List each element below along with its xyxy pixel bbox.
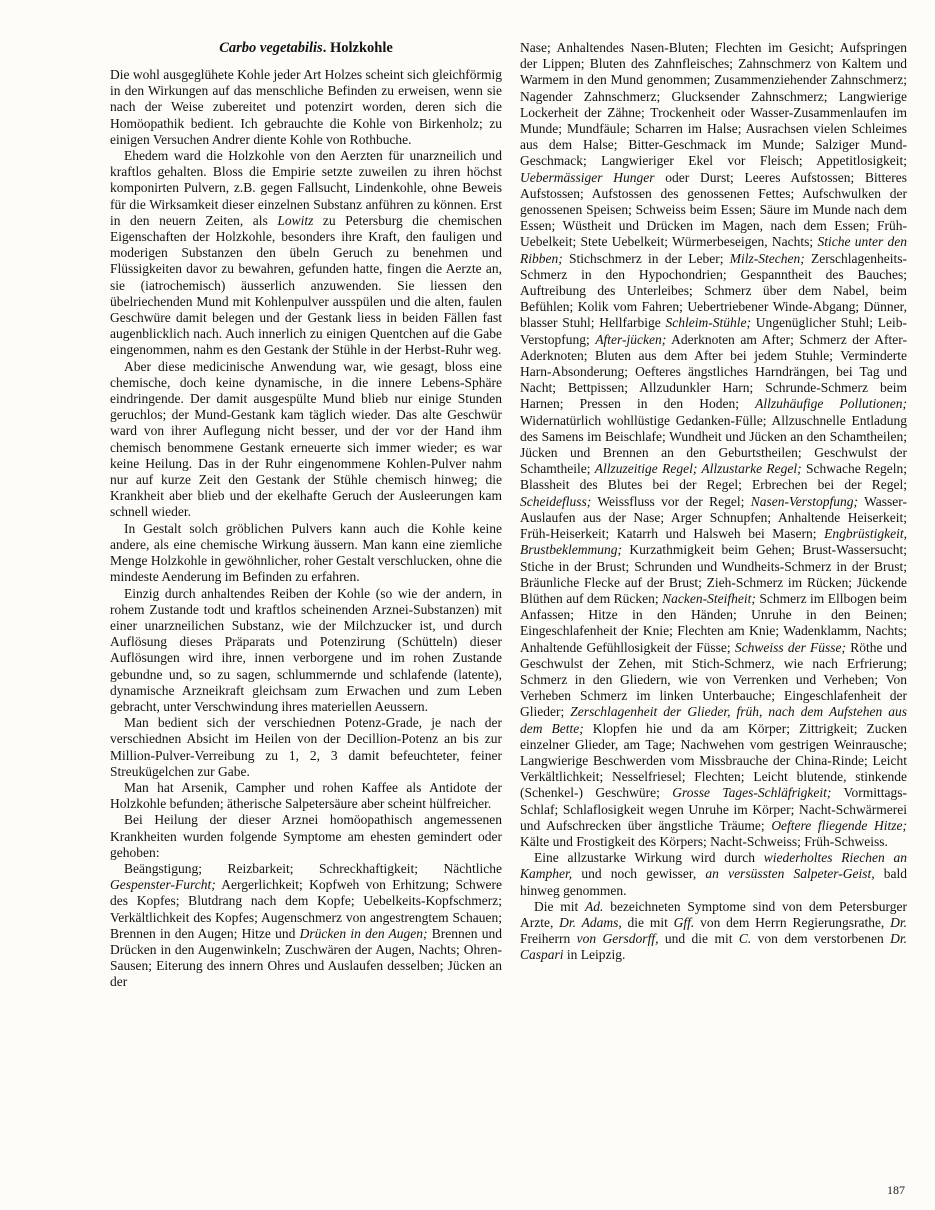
text-segment: Nase; Anhaltendes Nasen-Bluten; Flechten im Gesicht; Aufspringen der Lippen; Bluten des Zahnfleisches; Zahnschmerz von Kaltem und Warmem in den Mund genommen; Zusammenziehender Zahnschmerz; Nagender Zahnschmerz; Glucksender Zahnschmerz; Langwierige Lockerheit der Zähne; Trockenheit oder Wasser-Zusammenlaufen im Munde; Mundfäule; Scharren im Halse; Ausrachsen vielen Schleimes aus dem Halse; Bitter-Geschmack im Munde; Salziger Mund-Geschmack; Langwieriger Ekel vor Fleisch; Appetitlosigkeit; [520, 40, 907, 169]
text-segment: Wasser-Auslaufen aus der Nase; Arger Schnupfen; Anhaltende Heiserkeit; Früh-Heiserkeit; Katarrh und Halsweh bei Masern; [520, 493, 907, 542]
text-segment: Kurzathmigkeit beim Gehen; Brust-Wassersucht; Stiche in der Brust; Schrunden und Wundheits-Schmerz in der Brust; Bräunliche Flecke auf der Brust; Zieh-Schmerz im Rücken; Jückende Blüthen auf dem Rücken; [520, 542, 907, 606]
text-segment: bezeichneten Symptome sind von dem Petersburger Arzte, [520, 898, 907, 930]
text-segment: oder Durst; Leeres Aufstossen; Bitteres Aufstossen; Aufstossen des genossenen Fettes; Aufschwulken der genossenen Speisen; Schweiss beim Essen; Säure im Munde nach dem Essen; Wüstheit und Drücken im Magen, nach dem Essen; Früh-Uebelkeit; Stete Uebelkeit; Würmerbeseigen, Nachts; [520, 169, 907, 250]
italic-text-segment: Allzuhäufige Pollutionen; [755, 396, 907, 412]
text-segment: Eine allzustarke Wirkung wird durch [534, 850, 764, 866]
paragraph [110, 715, 502, 780]
italic-text-segment: Scheidefluss; [520, 493, 592, 509]
left-column [110, 40, 502, 991]
italic-text-segment: an versüssten Salpeter-Geist, [705, 866, 875, 882]
paragraph [110, 359, 502, 521]
italic-text-segment: Uebermässiger Hunger [520, 169, 655, 185]
chapter-title-separator: . [322, 40, 330, 56]
text-segment: Man bedient sich der verschiednen Potenz-Grade, je nach der verschiednen Absicht im Heilen von der Decillion-Potenz an bis zur Million-Pulver-Verreibung zu 1, 2, 3 damit befeuchteter, feiner Streukügelchen zur Gabe. [110, 715, 502, 779]
text-segment: Freiherrn [520, 931, 577, 947]
text-segment: Aber diese medicinische Anwendung war, wie gesagt, bloss eine chemische, doch keine dynamische, in die innere Lebens-Sphäre eindringende. Der damit ausgespülte Mund blieb nur einige Stunden geruchlos; der Mund-Gestank kam täglich wieder. Das alte Geschwür ward von ihrer Auflegung nicht besser, und der vor der Hand ihm chemisch benommene Gestank erneuerte sich immer wieder; es war keine Heilung. Das in der Ruhr eingenommene Kohlen-Pulver nahm nur auf kurze Zeit den Gestank der Stühle chemisch hinweg; die Krankheit aber blieb und der ekelhafte Geruch der Ausleerungen kam schnell wieder. [110, 358, 502, 520]
paragraph [110, 812, 502, 861]
text-segment: Aergerlichkeit; Kopfweh von Erhitzung; Schwere des Kopfes; Blutdrang nach dem Kopfe; Uebelkeits-Kopfschmerz; Verkältlichkeit des Kopfes; Augenschmerz von angestrengtem Schauen; Brennen in den Augen; Hitze und [110, 877, 502, 941]
paragraph [110, 521, 502, 586]
text-segment: Aderknoten am After; Schmerz der After-Aderknoten; Bluten aus dem After bei jedem Stuhle; Verminderte Harn-Absonderung; Oefteres ängstliches Harndrängen, bei Tag und Nacht; Bettpissen; Allzudunkler Harn; Schrunde-Schmerz beim Harnen; Pressen in den Hoden; [520, 331, 907, 412]
italic-text-segment: Dr. Caspari [520, 931, 908, 963]
text-segment: Brennen und Drücken in den Augenwinkeln; Zuschwären der Augen, Nachts; Ohren-Sausen; Eiterung des innern Ohres und Auslaufen desselben; Jücken an der [110, 925, 502, 990]
text-segment: Ungenüglicher Stuhl; Leib-Verstopfung; [520, 315, 908, 347]
text-segment: Einzig durch anhaltendes Reiben der Kohle (so wie der andern, in rohem Zustande todt und kraftlos scheinenden Arznei-Substanzen) mit einer unarzneilichen Substanz, wie der Milchzucker ist, und durch Auflösung dieses Präparats und Potenzirung (Schütteln) dieser Auflösungen wird ihre, innen verborgene und im rohen Zustande gebundne und, so zu sagen, schlummernde und schlafende (latente), dynamische Arzneikraft gleichsam zum Erwachen und zum Leben gebracht, unter Verschwindung ihres materiellen Aeussern. [110, 585, 502, 714]
italic-text-segment: Dr. [890, 914, 907, 930]
text-segment: von dem verstorbenen [751, 931, 891, 947]
text-segment: Weissfluss vor der Regel; [591, 493, 751, 509]
text-segment: Röthe und Geschwulst der Zehen, mit Stich-Schmerz, wie nach Erfrierung; Schmerz in den Gliedern, wie von Verrenken und Verheben; Von Verheben Schmerz im linken Unterbauche; Eingeschlafenheit der Glieder; [520, 639, 907, 720]
italic-text-segment: Grosse Tages-Schläfrigkeit; [672, 785, 832, 801]
text-segment: die mit [621, 914, 674, 930]
italic-text-segment: Schleim-Stühle; [665, 315, 751, 331]
right-column [520, 40, 907, 991]
paragraph [110, 780, 502, 812]
italic-text-segment: Stiche unter den Ribben; [520, 234, 907, 266]
paragraph [520, 850, 907, 899]
paragraph [110, 67, 502, 148]
text-segment: Schmerz im Ellbogen beim Anfassen; Hitze in den Händen; Unruhe in den Beinen; Eingeschlafenheit der Knie; Flechten am Knie; Wadenklamm, Nachts; Anhaltende Gefühllosigkeit der Füsse; [520, 590, 907, 655]
italic-text-segment: von Gersdorff, [576, 931, 659, 947]
italic-text-segment: Allzuzeitige Regel; Allzustarke Regel; [594, 461, 802, 477]
text-segment: von dem Herrn Regierungsrathe, [694, 914, 891, 930]
italic-text-segment: After-jücken; [595, 331, 667, 347]
text-segment: und die mit [658, 931, 739, 947]
italic-text-segment: Lowitz [277, 212, 314, 228]
italic-text-segment: Ad. [585, 898, 604, 914]
text-segment: und noch gewisser, [572, 866, 706, 882]
text-segment: In Gestalt solch gröblichen Pulvers kann auch die Kohle keine andere, als eine chemische Wirkung äussern. Man kann eine ziemliche Menge Holzkohle in gewöhnlicher, roher Gestalt verschlucken, ohne die mindeste Aenderung im Befinden zu erfahren. [110, 520, 502, 585]
italic-text-segment: Zerschlagenheit der Glieder, früh, nach dem Aufstehen aus dem Bette; [520, 704, 907, 736]
paragraph [520, 40, 907, 850]
italic-text-segment: wiederholtes Riechen an Kampher, [520, 850, 908, 882]
text-segment: Schwache Regeln; Blassheit des Blutes bei der Regel; Erbrechen bei der Regel; [520, 461, 908, 493]
right-column-text [520, 40, 907, 964]
text-segment: Zerschlagenheits-Schmerz in den Hypochondrien; Gespanntheit des Bauches; Auftreibung des Unterleibes; Schmerz über dem Nabel, beim Befühlen; Kolik vom Fahren; Uebertriebener Winde-Abgang; Dünner, blasser Stuhl; Hellfarbige [520, 250, 907, 331]
text-segment: Die mit [534, 898, 586, 914]
text-segment: Kälte und Frostigkeit des Körpers; Nacht-Schweiss; Früh-Schweiss. [520, 833, 888, 849]
left-column-text [110, 67, 502, 991]
italic-text-segment: Gespenster-Furcht; [110, 877, 216, 893]
chapter-title-drug-name: Carbo vegetabilis [219, 40, 323, 56]
text-segment: Widernatürlich wohllüstige Gedanken-Fülle; Allzuschnelle Entladung des Samens im Beischlafe; Wundheit und Jücken an den Schamtheilen; Jücken und Brennen an den Geburtstheilen; Geschwulst der Schamtheile; [520, 412, 907, 477]
chapter-title-common-name: Holzkohle [329, 40, 393, 56]
italic-text-segment: Nasen-Verstopfung; [750, 493, 858, 509]
text-segment: bald hinweg genommen. [520, 866, 907, 898]
italic-text-segment: Oeftere fliegende Hitze; [771, 817, 908, 833]
text-segment: Klopfen hie und da am Körper; Zittrigkeit; Zucken einzelner Glieder, am Tage; Nachwehen vom gestrigen Weinrausche; Langwierige Beschwerden vom Missbrauche der China-Rinde; Leicht Verkältlichkeit; Nesselfriesel; Flechten; Leicht blutende, stinkende (Schenkel-) Geschwüre; [520, 720, 907, 801]
text-segment: Man hat Arsenik, Campher und rohen Kaffee als Antidote der Holzkohle befunden; ätherische Salpetersäure aber scheint hülfreicher. [110, 779, 502, 812]
text-segment: Die wohl ausgeglühete Kohle jeder Art Holzes scheint sich gleichförmig in den Wirkungen auf das menschliche Befinden zu erweisen, wenn sie nach der Weise zubereitet und potenzirt worden, deren sich die Homöopathik bedient. Ich gebrauchte die Kohle von Birkenholz; zu einigen Versuchen Andrer diente Kohle von Rothbuche. [110, 67, 502, 147]
italic-text-segment: Engbrüstigkeit, Brustbeklemmung; [520, 526, 907, 558]
italic-text-segment: Dr. Adams, [559, 914, 622, 930]
italic-text-segment: Drücken in den Augen; [299, 925, 428, 941]
page-number: 187 [887, 1183, 905, 1197]
text-segment: Vormittags-Schlaf; Schlaflosigkeit wegen Unruhe im Körper; Nacht-Schwärmerei und Aufschrecken über ängstliche Träume; [520, 785, 907, 833]
text-segment: Bei Heilung der dieser Arznei homöopathisch angemessenen Krankheiten wurden folgende Symptome am ehesten gemindert oder gehoben: [110, 812, 502, 860]
text-segment: in Leipzig. [563, 947, 626, 963]
paragraph [110, 148, 502, 359]
text-segment: Beängstigung; Reizbarkeit; Schreckhaftigkeit; Nächtliche [124, 860, 502, 876]
paragraph [110, 586, 502, 716]
italic-text-segment: Schweiss der Füsse; [734, 639, 847, 655]
text-segment: zu Petersburg die chemischen Eigenschaften der Holzkohle, besonders ihre Kraft, den fauligen und moderigen Substanzen den übeln Geruch zu benehmen und Flüssigkeiten davor zu bewahren, gefunden hatte, fingen die Aerzte an, sie (iatrochemisch) äusserlich anzuwenden. Sie liessen den übelriechenden Mund mit Kohlenpulver ausspülen und die alten, faulen Geschwüre damit belegen und der Gestank liess in beiden Fällen fast augenblicklich nach. Auch innerlich zu einigen Quentchen auf die Gabe eingenommen, nahm es den Gestank der Stühle in der Herbst-Ruhr weg. [110, 212, 503, 358]
chapter-title [110, 40, 502, 57]
italic-text-segment: Nacken-Steifheit; [662, 590, 756, 606]
paragraph [110, 861, 502, 991]
text-segment: Ehedem ward die Holzkohle von den Aerzten für unarzneilich und kraftlos gehalten. Bloss die Empirie setzte zuweilen zu ihren höchst komponirten Pulvern, z.B. gegen Fallsucht, Lindenkohle, ohne Beweis für die Wirksamkeit dieser einzelnen Substanz anführen zu können. Erst in den neuern Zeiten, als [110, 148, 502, 228]
italic-text-segment: Gff. [673, 914, 695, 930]
italic-text-segment: C. [738, 931, 752, 947]
paragraph [520, 899, 907, 964]
text-segment: Stichschmerz in der Leber; [562, 250, 730, 266]
italic-text-segment: Milz-Stechen; [729, 250, 805, 266]
